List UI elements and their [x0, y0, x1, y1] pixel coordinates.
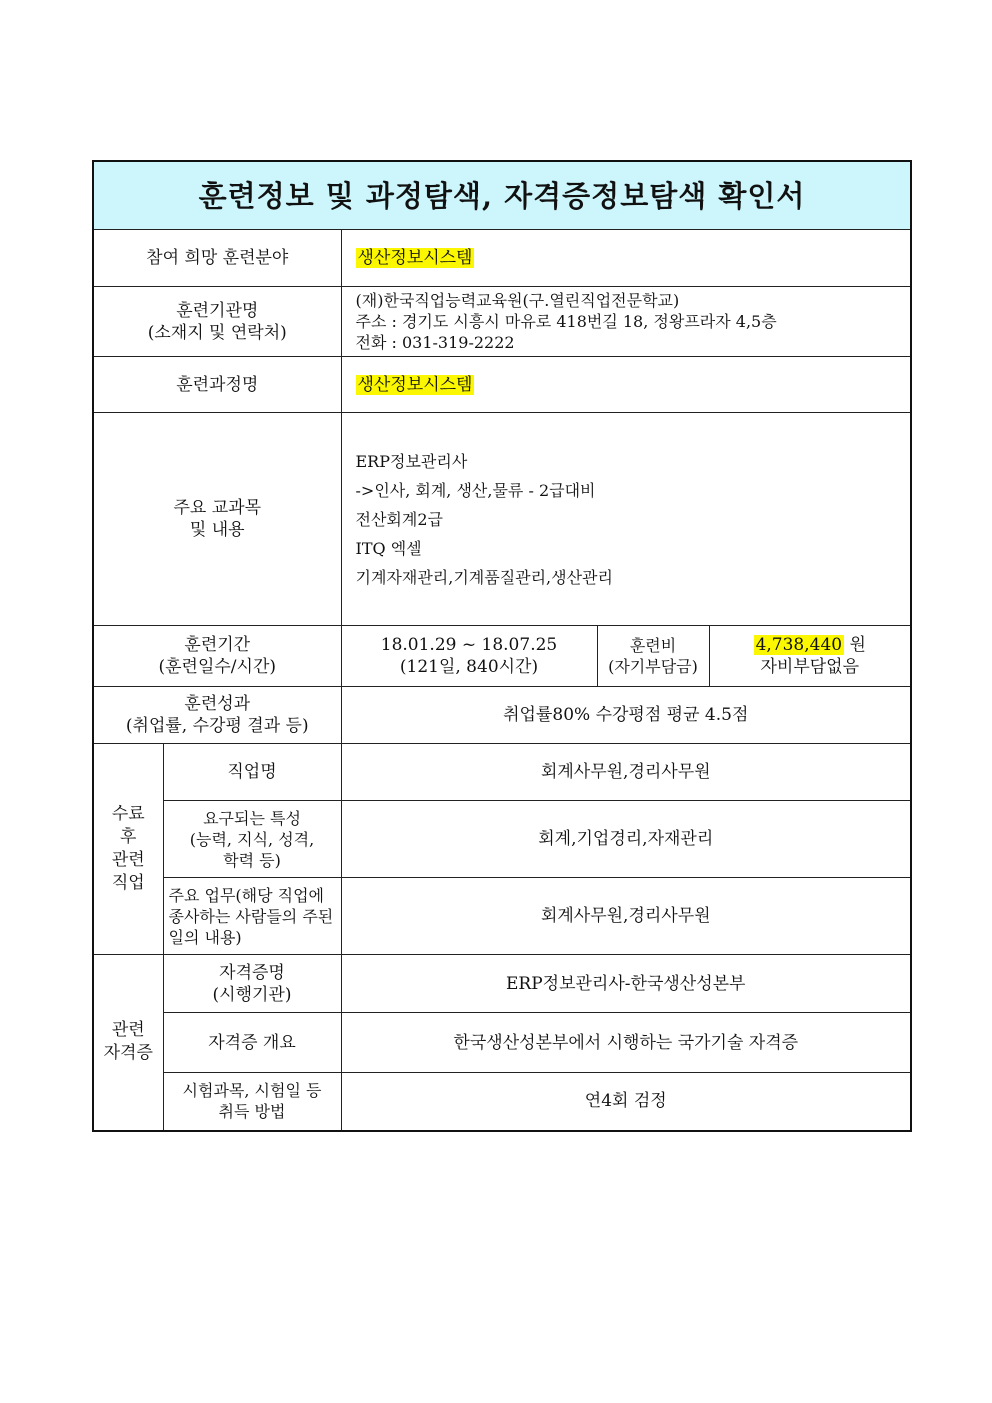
fee-note: 자비부담없음 — [760, 657, 860, 677]
cert-method-value: 연4회 검정 — [341, 1073, 911, 1131]
jobs-group-line: 후 — [120, 827, 137, 847]
cert-method-label — [163, 1073, 341, 1131]
traits-label-line: 학력 등) — [223, 850, 281, 870]
course-value: 생산정보시스템 — [357, 374, 473, 395]
cert-name-label-line: (시행기관) — [212, 984, 292, 1005]
certs-group-line: 자격증 — [103, 1043, 153, 1064]
course-label: 훈련과정명 — [93, 357, 341, 413]
cert-method-label-line: 시험과목, 시험일 등 — [182, 1081, 322, 1101]
duty-label-line: 일의 내용) — [168, 927, 242, 947]
fee-label-line1: 훈련비 — [629, 636, 677, 655]
desired-field-value: 생산정보시스템 — [357, 248, 473, 268]
subject-item: ITQ 엑셀 — [355, 538, 422, 558]
institution-label-line1: 훈련기관명 — [176, 300, 259, 321]
duty-label — [163, 878, 341, 955]
subjects-label-line2: 및 내용 — [189, 520, 245, 540]
certs-group-label — [93, 955, 163, 1131]
subjects-label — [93, 413, 341, 626]
results-label-line2: (취업률, 수강평 결과 등) — [125, 716, 309, 736]
fee-label-line2: (자기부담금) — [608, 657, 698, 676]
cert-name-value: ERP정보관리사-한국생산성본부 — [341, 955, 911, 1013]
cert-name-label-line: 자격증명 — [219, 962, 285, 983]
cert-overview-label: 자격증 개요 — [163, 1013, 341, 1073]
institution-label — [93, 287, 341, 357]
certs-group-line: 관련 — [111, 1020, 145, 1041]
period-label — [93, 626, 341, 687]
subjects-list — [341, 413, 911, 626]
fee-unit: 원 — [849, 635, 866, 655]
job-name-label: 직업명 — [163, 744, 341, 801]
duty-label-line: 주요 업무(해당 직업에 — [168, 885, 325, 905]
fee-amount: 4,738,440 — [755, 635, 843, 655]
results-value: 취업률80% 수강평점 평균 4.5점 — [341, 687, 911, 744]
subject-item: ERP정보관리사 — [355, 451, 468, 471]
subject-item: 기계자재관리,기계품질관리,생산관리 — [355, 567, 613, 587]
results-label-line1: 훈련성과 — [184, 694, 251, 714]
traits-value: 회계,기업경리,자재관리 — [341, 801, 911, 878]
period-dates: 18.01.29 ~ 18.07.25 — [380, 635, 558, 655]
cert-overview-value: 한국생산성본부에서 시행하는 국가기술 자격증 — [341, 1013, 911, 1073]
jobs-group-line: 수료 — [111, 804, 145, 824]
jobs-group-line: 직업 — [111, 873, 145, 893]
fee-amount-line — [710, 634, 911, 656]
subject-item: 전산회계2급 — [355, 509, 443, 529]
period-days-hours: (121일, 840시간) — [399, 657, 539, 677]
duty-label-line: 종사하는 사람들의 주된 — [168, 906, 334, 926]
desired-field-cell — [341, 230, 911, 287]
desired-field-label: 참여 희망 훈련분야 — [93, 230, 341, 287]
cert-name-label — [163, 955, 341, 1013]
period-label-line2: (훈련일수/시간) — [158, 657, 277, 677]
form-title: 훈련정보 및 과정탐색, 자격증정보탐색 확인서 — [93, 161, 911, 230]
cert-method-label-line: 취득 방법 — [218, 1102, 286, 1122]
institution-name: (재)한국직업능력교육원(구.열린직업전문학교) — [355, 291, 680, 310]
duty-value: 회계사무원,경리사무원 — [341, 878, 911, 955]
job-name-value: 회계사무원,경리사무원 — [341, 744, 911, 801]
results-label — [93, 687, 341, 744]
institution-address: 주소 : 경기도 시흥시 마유로 418번길 18, 정왕프라자 4,5층 — [355, 312, 777, 331]
traits-label — [163, 801, 341, 878]
institution-label-line2: (소재지 및 연락처) — [147, 322, 287, 343]
period-label-line1: 훈련기간 — [184, 635, 251, 655]
period-value — [341, 626, 597, 687]
course-cell — [341, 357, 911, 413]
form-table — [92, 160, 912, 1132]
fee-value — [709, 626, 911, 687]
traits-label-line: (능력, 지식, 성격, — [189, 829, 315, 849]
institution-info — [341, 287, 911, 357]
jobs-group-line: 관련 — [111, 850, 145, 870]
fee-label — [597, 626, 709, 687]
traits-label-line: 요구되는 특성 — [203, 808, 301, 828]
institution-phone: 전화 : 031-319-2222 — [355, 333, 515, 352]
subjects-label-line1: 주요 교과목 — [173, 498, 261, 518]
subject-item: ->인사, 회계, 생산,물류 - 2급대비 — [355, 480, 596, 500]
jobs-group-label — [93, 744, 163, 955]
confirmation-form — [92, 160, 910, 1132]
